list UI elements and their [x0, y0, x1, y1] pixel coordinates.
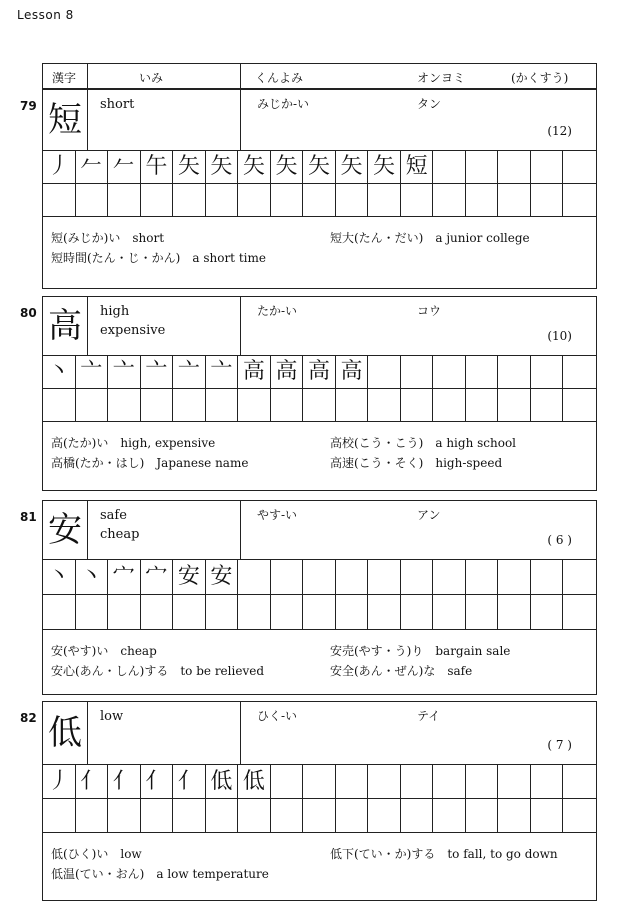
practice-cell: [173, 595, 206, 630]
stroke-order-cell: [498, 151, 531, 184]
stroke-order-cell: 亻: [173, 765, 206, 799]
example-word: 低温(てい・おん) a low temperature: [51, 867, 269, 881]
stroke-order-cell: 亠: [206, 356, 239, 389]
practice-cell: [401, 184, 434, 217]
practice-cell: [336, 389, 369, 422]
example-word: 高(たか)い high, expensive: [51, 436, 216, 450]
stroke-order-cell: [433, 356, 466, 389]
example-word: 短時間(たん・じ・かん) a short time: [51, 251, 266, 265]
header-kakusuu: (かくすう): [511, 71, 569, 85]
entry-number: 81: [20, 510, 37, 524]
meaning: [100, 506, 139, 544]
stroke-order-cell: [303, 560, 336, 595]
practice-cell: [303, 184, 336, 217]
practice-cell: [43, 595, 76, 630]
practice-cell: [433, 389, 466, 422]
stroke-order-cell: 矢: [206, 151, 239, 184]
stroke-order-cell: [303, 765, 336, 799]
stroke-order-grid: [43, 764, 596, 833]
practice-cell: [141, 184, 174, 217]
practice-cell: [466, 389, 499, 422]
stroke-order-cell: 矢: [303, 151, 336, 184]
entry-box: [42, 89, 597, 289]
practice-cell: [336, 184, 369, 217]
stroke-order-cell: 高: [336, 356, 369, 389]
stroke-order-grid: [43, 355, 596, 422]
practice-cell: [336, 799, 369, 833]
practice-cell: [43, 184, 76, 217]
meaning: [100, 302, 165, 340]
practice-cell: [303, 595, 336, 630]
stroke-order-cell: [531, 560, 564, 595]
practice-cell: [368, 389, 401, 422]
stroke-order-cell: [563, 356, 596, 389]
practice-cell: [108, 184, 141, 217]
entry-number: 80: [20, 306, 37, 320]
example-word: 短大(たん・だい) a junior college: [330, 231, 530, 245]
stroke-order-cell: [433, 765, 466, 799]
stroke-order-cell: [368, 356, 401, 389]
stroke-order-cell: 低: [238, 765, 271, 799]
main-kanji: 短: [43, 90, 88, 150]
header-onyomi: オンヨミ: [417, 71, 466, 85]
entry-box: [42, 500, 597, 695]
practice-cell: [466, 595, 499, 630]
stroke-order-cell: 丿: [43, 765, 76, 799]
practice-cell: [141, 799, 174, 833]
entry-number: 79: [20, 99, 37, 113]
practice-cell: [271, 184, 304, 217]
stroke-order-cell: [433, 560, 466, 595]
stroke-order-cell: 丶: [43, 356, 76, 389]
stroke-order-cell: 宀: [141, 560, 174, 595]
practice-cell: [206, 799, 239, 833]
kunyomi-reading: みじか-い: [257, 97, 310, 111]
meaning: [100, 95, 134, 114]
main-kanji: 安: [43, 501, 88, 559]
stroke-order-cell: [368, 560, 401, 595]
practice-cell: [531, 595, 564, 630]
practice-cell: [238, 799, 271, 833]
practice-cell: [43, 389, 76, 422]
main-kanji: 高: [43, 297, 88, 355]
stroke-order-cell: [401, 356, 434, 389]
practice-cell: [173, 184, 206, 217]
onyomi-reading: コウ: [417, 304, 442, 318]
stroke-order-cell: 亠: [108, 356, 141, 389]
practice-cell: [368, 595, 401, 630]
stroke-order-cell: [401, 560, 434, 595]
practice-cell: [433, 799, 466, 833]
practice-cell: [466, 184, 499, 217]
practice-cell: [498, 799, 531, 833]
practice-cell: [76, 595, 109, 630]
meaning-line: cheap: [100, 527, 140, 542]
practice-cell: [76, 799, 109, 833]
example-word: 安全(あん・ぜん)な safe: [330, 664, 473, 678]
practice-cell: [238, 595, 271, 630]
kunyomi-reading: やす-い: [257, 508, 298, 522]
practice-cell: [498, 184, 531, 217]
practice-cell: [563, 595, 596, 630]
column-header: [42, 63, 597, 89]
meaning-line: expensive: [100, 323, 166, 338]
practice-cell: [238, 184, 271, 217]
stroke-order-grid: [43, 150, 596, 217]
practice-cell: [271, 799, 304, 833]
meaning-line: short: [100, 97, 135, 112]
stroke-order-cell: 矢: [173, 151, 206, 184]
practice-cell: [401, 595, 434, 630]
stroke-order-cell: 高: [303, 356, 336, 389]
practice-cell: [563, 389, 596, 422]
practice-cell: [108, 799, 141, 833]
example-word: 安心(あん・しん)する to be relieved: [51, 664, 265, 678]
stroke-order-cell: 丿: [43, 151, 76, 184]
onyomi-reading: アン: [417, 508, 441, 522]
example-word: 安(やす)い cheap: [51, 644, 157, 658]
practice-cell: [108, 595, 141, 630]
stroke-order-cell: 高: [238, 356, 271, 389]
stroke-order-cell: 高: [271, 356, 304, 389]
practice-cell: [368, 799, 401, 833]
stroke-count: ( 6 ): [547, 533, 572, 547]
stroke-order-cell: [401, 765, 434, 799]
stroke-count: (12): [547, 124, 572, 138]
practice-cell: [401, 389, 434, 422]
stroke-order-cell: 𠂉: [76, 151, 109, 184]
stroke-order-cell: [563, 560, 596, 595]
stroke-order-cell: 亻: [76, 765, 109, 799]
practice-cell: [173, 799, 206, 833]
stroke-order-cell: [336, 560, 369, 595]
example-word: 低(ひく)い low: [51, 847, 142, 861]
practice-cell: [173, 389, 206, 422]
practice-cell: [531, 799, 564, 833]
meaning-line: low: [100, 709, 124, 724]
example-word: 安売(やす・う)り bargain sale: [330, 644, 511, 658]
practice-cell: [206, 184, 239, 217]
example-word: 低下(てい・か)する to fall, to go down: [330, 847, 558, 861]
stroke-order-cell: 矢: [271, 151, 304, 184]
stroke-order-cell: [271, 560, 304, 595]
entry-box: [42, 296, 597, 491]
meaning-line: safe: [100, 508, 127, 523]
practice-cell: [141, 595, 174, 630]
stroke-order-cell: 丶: [76, 560, 109, 595]
header-kanji: 漢字: [52, 71, 77, 85]
practice-cell: [368, 184, 401, 217]
kunyomi-reading: ひく-い: [257, 709, 298, 723]
header-imi: いみ: [139, 71, 164, 85]
stroke-order-cell: 矢: [238, 151, 271, 184]
practice-cell: [271, 595, 304, 630]
stroke-order-cell: 矢: [368, 151, 401, 184]
stroke-order-cell: 𠂉: [108, 151, 141, 184]
stroke-order-cell: [271, 765, 304, 799]
practice-cell: [108, 389, 141, 422]
practice-cell: [531, 184, 564, 217]
stroke-order-cell: [498, 356, 531, 389]
practice-cell: [43, 799, 76, 833]
stroke-order-cell: [563, 765, 596, 799]
onyomi-reading: テイ: [417, 709, 441, 723]
stroke-order-grid: [43, 559, 596, 630]
practice-cell: [206, 389, 239, 422]
practice-cell: [303, 389, 336, 422]
stroke-order-cell: [466, 765, 499, 799]
practice-cell: [433, 184, 466, 217]
example-word: 短(みじか)い short: [51, 231, 165, 245]
stroke-order-cell: [563, 151, 596, 184]
entry-number: 82: [20, 711, 37, 725]
practice-cell: [563, 799, 596, 833]
practice-cell: [206, 595, 239, 630]
stroke-order-cell: 宀: [108, 560, 141, 595]
practice-cell: [563, 184, 596, 217]
practice-cell: [466, 799, 499, 833]
onyomi-reading: タン: [417, 97, 442, 111]
stroke-order-cell: [336, 765, 369, 799]
stroke-order-cell: 矢: [336, 151, 369, 184]
stroke-order-cell: 亻: [108, 765, 141, 799]
practice-cell: [433, 595, 466, 630]
stroke-order-cell: 亠: [173, 356, 206, 389]
stroke-order-cell: [531, 356, 564, 389]
stroke-order-cell: [238, 560, 271, 595]
kunyomi-reading: たか-い: [257, 304, 298, 318]
practice-cell: [76, 389, 109, 422]
stroke-order-cell: 亠: [76, 356, 109, 389]
meaning: [100, 707, 123, 726]
practice-cell: [401, 799, 434, 833]
header-kunyomi: くんよみ: [255, 71, 304, 85]
practice-cell: [531, 389, 564, 422]
lesson-title: Lesson 8: [17, 8, 74, 22]
practice-cell: [336, 595, 369, 630]
example-word: 高速(こう・そく) high-speed: [330, 456, 503, 470]
stroke-order-cell: [498, 765, 531, 799]
practice-cell: [76, 184, 109, 217]
stroke-order-cell: [466, 356, 499, 389]
meaning-line: high: [100, 304, 130, 319]
stroke-order-cell: 安: [173, 560, 206, 595]
stroke-order-cell: 安: [206, 560, 239, 595]
stroke-order-cell: [466, 560, 499, 595]
stroke-order-cell: [531, 151, 564, 184]
stroke-order-cell: 亠: [141, 356, 174, 389]
practice-cell: [238, 389, 271, 422]
practice-cell: [498, 389, 531, 422]
example-word: 高校(こう・こう) a high school: [330, 436, 517, 450]
stroke-order-cell: [531, 765, 564, 799]
example-word: 高橋(たか・はし) Japanese name: [51, 456, 249, 470]
practice-cell: [303, 799, 336, 833]
stroke-count: (10): [547, 329, 572, 343]
stroke-order-cell: 丶: [43, 560, 76, 595]
stroke-order-cell: [433, 151, 466, 184]
main-kanji: 低: [43, 702, 88, 764]
stroke-order-cell: 短: [401, 151, 434, 184]
stroke-order-cell: [498, 560, 531, 595]
stroke-order-cell: 午: [141, 151, 174, 184]
stroke-count: ( 7 ): [547, 738, 572, 752]
practice-cell: [141, 389, 174, 422]
entry-box: [42, 701, 597, 901]
stroke-order-cell: 低: [206, 765, 239, 799]
practice-cell: [498, 595, 531, 630]
stroke-order-cell: [368, 765, 401, 799]
stroke-order-cell: 亻: [141, 765, 174, 799]
practice-cell: [271, 389, 304, 422]
stroke-order-cell: [466, 151, 499, 184]
